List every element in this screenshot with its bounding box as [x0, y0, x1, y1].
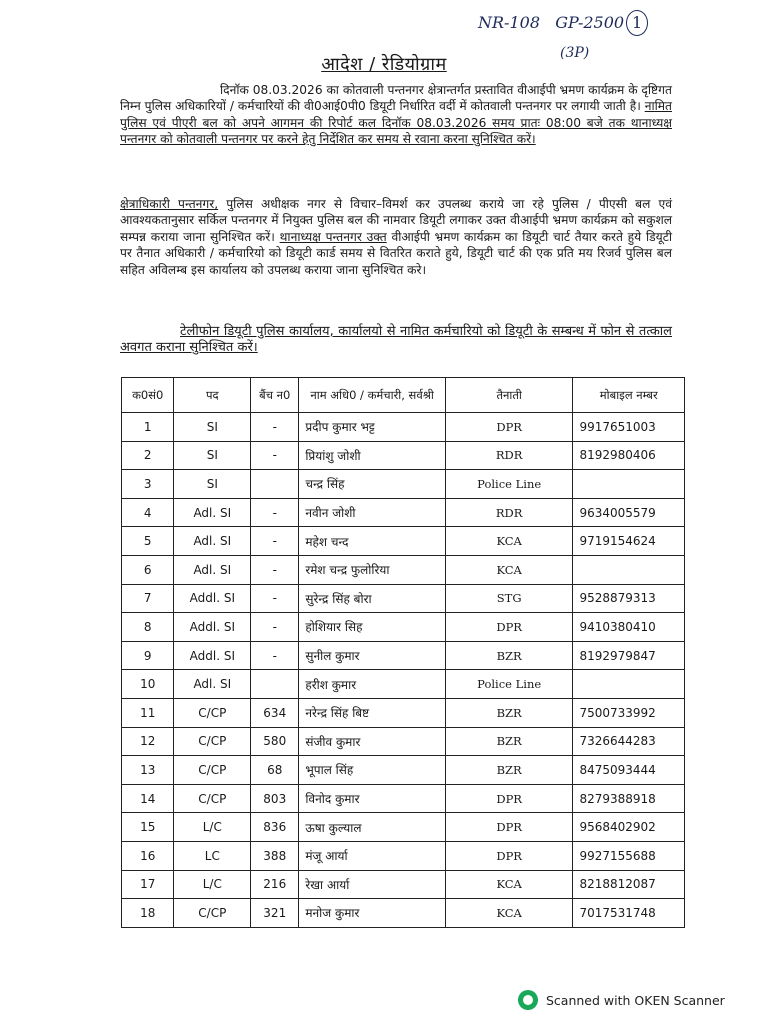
cell-mobile: [573, 555, 685, 584]
table-row: [122, 813, 685, 842]
table-row: [122, 613, 685, 642]
table-row: [122, 555, 685, 584]
order-paragraph-1: [120, 82, 672, 148]
cell-serial: 15: [122, 813, 174, 842]
table-row: [122, 527, 685, 556]
cell-serial: 5: [122, 527, 174, 556]
cell-posting: RDR: [445, 498, 573, 527]
cell-rank: Adl. SI: [174, 527, 251, 556]
table-row: [122, 784, 685, 813]
cell-mobile: 8192980406: [573, 441, 685, 470]
cell-name: रेखा आर्या: [299, 870, 446, 899]
paragraph-2-tail: वीआईपी भ्रमण कार्यक्रम का डियूटी चार्ट तैयार करते हुये डियूटी पर तैनात अधिकारी / कर्मचारियो को डियूटी कार्ड समय से वितरित कराते हुये, डियूटी चार्ट की एक प्रति मय रिजर्व पुलिस बल सहित अविलम्ब इस कार्यालय को उपलब्ध कराया जाना सुनिश्चित करे।: [120, 229, 672, 277]
cell-rank: C/CP: [174, 698, 251, 727]
cell-rank: Addl. SI: [174, 613, 251, 642]
table-header-row: [122, 378, 685, 413]
cell-belt-number: -: [251, 527, 299, 556]
header-belt-number: बैंच न0: [251, 378, 299, 413]
cell-serial: 7: [122, 584, 174, 613]
cell-belt-number: -: [251, 641, 299, 670]
paragraph-2-body: पुलिस अधीक्षक नगर से विचार–विमर्श कर उपलब्ध कराये जा रहे पुलिस / पीएसी बल एवं आवश्यकतानुसार सर्किल पन्तनगर में नियुक्त पुलिस बल की नामवार डियूटी लगाकर उक्त वीआईपी भ्रमण कार्यक्रम को सकुशल सम्पन्न कराया जाना सुनिश्चित करें।: [120, 197, 672, 244]
cell-name: सुरेन्द्र सिंह बोरा: [299, 584, 446, 613]
cell-mobile: 7017531748: [573, 899, 685, 928]
cell-posting: KCA: [445, 870, 573, 899]
cell-serial: 14: [122, 784, 174, 813]
handwritten-sub: (3P): [560, 45, 590, 61]
table-row: [122, 441, 685, 470]
cell-mobile: 8475093444: [573, 756, 685, 785]
cell-mobile: 9719154624: [573, 527, 685, 556]
table-row: [122, 899, 685, 928]
header-posting: तैनाती: [445, 378, 573, 413]
cell-mobile: 9927155688: [573, 841, 685, 870]
cell-mobile: 9917651003: [573, 413, 685, 442]
header-rank: पद: [174, 378, 251, 413]
cell-belt-number: -: [251, 413, 299, 442]
cell-rank: SI: [174, 413, 251, 442]
cell-posting: DPR: [445, 613, 573, 642]
cell-belt-number: 580: [251, 727, 299, 756]
cell-posting: DPR: [445, 413, 573, 442]
cell-belt-number: -: [251, 613, 299, 642]
cell-posting: KCA: [445, 527, 573, 556]
cell-name: विनोद कुमार: [299, 784, 446, 813]
cell-posting: BZR: [445, 641, 573, 670]
table-row: [122, 841, 685, 870]
header-mobile: मोबाइल नम्बर: [573, 378, 685, 413]
cell-rank: SI: [174, 470, 251, 499]
scanner-watermark: [518, 990, 725, 1010]
table-row: [122, 870, 685, 899]
cell-posting: DPR: [445, 841, 573, 870]
cell-posting: KCA: [445, 899, 573, 928]
cell-rank: C/CP: [174, 899, 251, 928]
cell-serial: 12: [122, 727, 174, 756]
cell-rank: L/C: [174, 813, 251, 842]
cell-posting: STG: [445, 584, 573, 613]
cell-belt-number: 836: [251, 813, 299, 842]
cell-name: मंजू आर्या: [299, 841, 446, 870]
cell-rank: C/CP: [174, 727, 251, 756]
table-row: [122, 413, 685, 442]
cell-serial: 10: [122, 670, 174, 699]
table-row: [122, 641, 685, 670]
cell-name: नरेन्द्र सिंह बिष्ट: [299, 698, 446, 727]
cell-rank: Adl. SI: [174, 670, 251, 699]
cell-rank: Addl. SI: [174, 584, 251, 613]
paragraph-2-lead: क्षेत्राधिकारी पन्तनगर,: [120, 197, 219, 211]
cell-mobile: 9568402902: [573, 813, 685, 842]
table-row: [122, 670, 685, 699]
cell-name: ऊषा कुल्याल: [299, 813, 446, 842]
cell-rank: Addl. SI: [174, 641, 251, 670]
cell-rank: Adl. SI: [174, 498, 251, 527]
cell-posting: DPR: [445, 784, 573, 813]
cell-mobile: 8279388918: [573, 784, 685, 813]
cell-name: नवीन जोशी: [299, 498, 446, 527]
paragraph-1-instruction: नामित पुलिस एवं पीएरी बल को अपने आगमन की रिपोर्ट कल दिनॉक 08.03.2026 समय प्रातः 08:00 बजे तक थानाध्यक्ष पन्तनगर को कोतवाली पन्तनगर पर करने हेतु निर्देशित कर समय से रवाना करना सुनिश्चित करें।: [120, 99, 672, 147]
cell-serial: 17: [122, 870, 174, 899]
cell-posting: RDR: [445, 441, 573, 470]
table-row: [122, 584, 685, 613]
cell-mobile: [573, 670, 685, 699]
header-name: नाम अधि0 / कर्मचारी, सर्वश्री: [299, 378, 446, 413]
scanner-text: Scanned with OKEN Scanner: [546, 992, 725, 1008]
paragraph-2-underlined: थानाध्यक्ष पन्तनगर उक्त: [279, 229, 387, 244]
cell-belt-number: -: [251, 584, 299, 613]
cell-name: रमेश चन्द्र फुलोरिया: [299, 555, 446, 584]
cell-posting: DPR: [445, 813, 573, 842]
oken-scanner-logo-icon: [518, 990, 538, 1010]
cell-mobile: 8192979847: [573, 641, 685, 670]
cell-posting: BZR: [445, 756, 573, 785]
cell-rank: C/CP: [174, 784, 251, 813]
cell-belt-number: -: [251, 555, 299, 584]
cell-mobile: 7500733992: [573, 698, 685, 727]
cell-rank: C/CP: [174, 756, 251, 785]
cell-serial: 6: [122, 555, 174, 584]
cell-name: भूपाल सिंह: [299, 756, 446, 785]
cell-rank: LC: [174, 841, 251, 870]
table-row: [122, 756, 685, 785]
cell-rank: Adl. SI: [174, 555, 251, 584]
cell-rank: L/C: [174, 870, 251, 899]
circled-number: 1: [626, 10, 648, 36]
duty-roster-table: [121, 377, 685, 928]
order-paragraph-3: टेलीफोन डियूटी पुलिस कार्यालय, कार्यालयो से नामित कर्मचारियो को डियूटी के सम्बन्ध में फोन से तत्काल अवगत कराना सुनिश्चित करें।: [120, 324, 672, 356]
cell-mobile: 9634005579: [573, 498, 685, 527]
cell-serial: 2: [122, 441, 174, 470]
cell-serial: 8: [122, 613, 174, 642]
cell-belt-number: 803: [251, 784, 299, 813]
cell-name: संजीव कुमार: [299, 727, 446, 756]
cell-name: चन्द्र सिंह: [299, 470, 446, 499]
cell-belt-number: 68: [251, 756, 299, 785]
cell-belt-number: -: [251, 498, 299, 527]
header-serial: क0सं0: [122, 378, 174, 413]
cell-posting: KCA: [445, 555, 573, 584]
cell-name: मनोज कुमार: [299, 899, 446, 928]
cell-belt-number: 388: [251, 841, 299, 870]
cell-mobile: [573, 470, 685, 499]
cell-serial: 1: [122, 413, 174, 442]
cell-serial: 18: [122, 899, 174, 928]
order-paragraph-2: [120, 196, 672, 278]
table-row: [122, 727, 685, 756]
cell-serial: 11: [122, 698, 174, 727]
cell-mobile: 9410380410: [573, 613, 685, 642]
cell-name: प्रियांशु जोशी: [299, 441, 446, 470]
cell-name: महेश चन्द: [299, 527, 446, 556]
table-row: [122, 470, 685, 499]
cell-serial: 4: [122, 498, 174, 527]
table-row: [122, 698, 685, 727]
cell-name: सुनील कुमार: [299, 641, 446, 670]
table-row: [122, 498, 685, 527]
cell-mobile: 8218812087: [573, 870, 685, 899]
handwritten-ref: NR-108: [478, 13, 540, 32]
cell-posting: BZR: [445, 727, 573, 756]
handwritten-code: GP-2500: [555, 13, 625, 32]
cell-posting: BZR: [445, 698, 573, 727]
cell-serial: 13: [122, 756, 174, 785]
cell-name: प्रदीप कुमार भट्ट: [299, 413, 446, 442]
cell-serial: 3: [122, 470, 174, 499]
cell-posting: Police Line: [445, 670, 573, 699]
cell-belt-number: 216: [251, 870, 299, 899]
cell-belt-number: 634: [251, 698, 299, 727]
cell-belt-number: [251, 470, 299, 499]
cell-name: होशियार सिह: [299, 613, 446, 642]
cell-belt-number: -: [251, 441, 299, 470]
paragraph-1-text: दिनॉक 08.03.2026 का कोतवाली पन्तनगर क्षेत्रान्तर्गत प्रस्तावित वीआईपी भ्रमण कार्यक्रम के दृष्टिगत निम्न पुलिस अधिकारियों / कर्मचारियों की वी0आई0पी0 डियूटी निर्धारित वर्दी में कोतवाली पन्तनगर पर लगायी जाती है।: [120, 83, 672, 114]
document-title: आदेश / रेडियोग्राम: [321, 54, 447, 75]
cell-rank: SI: [174, 441, 251, 470]
cell-mobile: 9528879313: [573, 584, 685, 613]
cell-mobile: 7326644283: [573, 727, 685, 756]
cell-serial: 9: [122, 641, 174, 670]
cell-belt-number: 321: [251, 899, 299, 928]
cell-belt-number: [251, 670, 299, 699]
cell-serial: 16: [122, 841, 174, 870]
cell-name: हरीश कुमार: [299, 670, 446, 699]
cell-posting: Police Line: [445, 470, 573, 499]
table-body: [122, 413, 685, 928]
